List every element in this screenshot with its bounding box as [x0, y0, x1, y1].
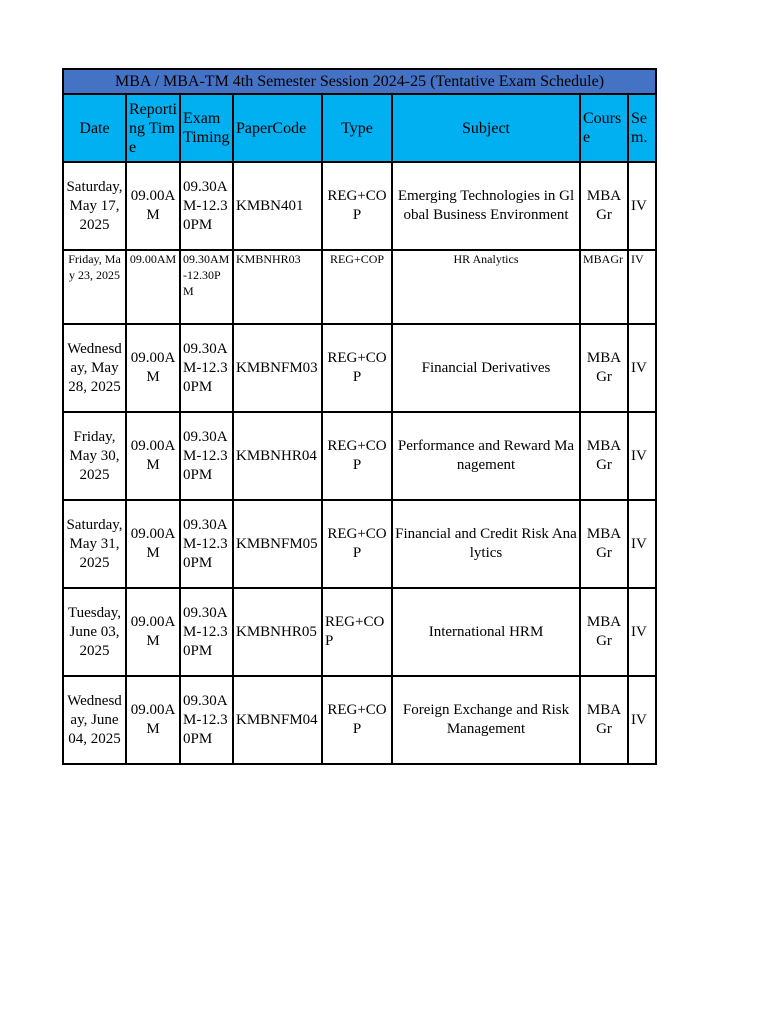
date-cell: Wednesday, May 28, 2025 [63, 324, 126, 412]
paper-code-cell: KMBNHR05 [233, 588, 322, 676]
exam-timing-cell: 09.30AM-12.30PM [180, 162, 233, 250]
table-row [63, 588, 656, 676]
paper-code-cell: KMBNFM04 [233, 676, 322, 764]
date-cell: Saturday, May 17, 2025 [63, 162, 126, 250]
exam-timing-cell: 09.30AM-12.30PM [180, 250, 233, 324]
subject-cell: Foreign Exchange and Risk Management [392, 676, 580, 764]
table-row [63, 162, 656, 250]
type-cell: REG+COP [322, 324, 392, 412]
date-cell: Wednesday, June 04, 2025 [63, 676, 126, 764]
header-exam-timing: Exam Timing [180, 94, 233, 162]
header-row [63, 94, 656, 162]
sem-cell: IV [628, 412, 656, 500]
table-row [63, 412, 656, 500]
type-cell: REG+COP [322, 588, 392, 676]
header-type: Type [322, 94, 392, 162]
date-cell: Tuesday, June 03, 2025 [63, 588, 126, 676]
exam-timing-cell: 09.30AM-12.30PM [180, 676, 233, 764]
table-row [63, 676, 656, 764]
subject-cell: Financial Derivatives [392, 324, 580, 412]
reporting-time-cell: 09.00AM [126, 588, 180, 676]
subject-cell: HR Analytics [392, 250, 580, 324]
header-date: Date [63, 94, 126, 162]
header-subject: Subject [392, 94, 580, 162]
exam-timing-cell: 09.30AM-12.30PM [180, 412, 233, 500]
paper-code-cell: KMBN401 [233, 162, 322, 250]
subject-cell: International HRM [392, 588, 580, 676]
course-cell: MBA Gr [580, 500, 628, 588]
table-row [63, 500, 656, 588]
type-cell: REG+COP [322, 412, 392, 500]
date-cell: Friday, May 23, 2025 [63, 250, 126, 324]
paper-code-cell: KMBNHR03 [233, 250, 322, 324]
date-cell: Saturday, May 31, 2025 [63, 500, 126, 588]
type-cell: REG+COP [322, 676, 392, 764]
sem-cell: IV [628, 676, 656, 764]
exam-timing-cell: 09.30AM-12.30PM [180, 324, 233, 412]
exam-schedule-table [62, 68, 657, 765]
subject-cell: Performance and Reward Management [392, 412, 580, 500]
course-cell: MBA Gr [580, 162, 628, 250]
table-row [63, 324, 656, 412]
reporting-time-cell: 09.00AM [126, 676, 180, 764]
type-cell: REG+COP [322, 500, 392, 588]
reporting-time-cell: 09.00AM [126, 324, 180, 412]
type-cell: REG+COP [322, 250, 392, 324]
course-cell: MBAGr [580, 588, 628, 676]
reporting-time-cell: 09.00AM [126, 500, 180, 588]
paper-code-cell: KMBNHR04 [233, 412, 322, 500]
table-row [63, 250, 656, 324]
course-cell: MBA Gr [580, 412, 628, 500]
date-cell: Friday, May 30, 2025 [63, 412, 126, 500]
header-paper-code: PaperCode [233, 94, 322, 162]
reporting-time-cell: 09.00AM [126, 162, 180, 250]
type-cell: REG+COP [322, 162, 392, 250]
sem-cell: IV [628, 588, 656, 676]
subject-cell: Emerging Technologies in Global Business Environment [392, 162, 580, 250]
sem-cell: IV [628, 250, 656, 324]
sem-cell: IV [628, 162, 656, 250]
paper-code-cell: KMBNFM03 [233, 324, 322, 412]
exam-timing-cell: 09.30AM-12.30PM [180, 588, 233, 676]
paper-code-cell: KMBNFM05 [233, 500, 322, 588]
header-course: Course [580, 94, 628, 162]
exam-timing-cell: 09.30AM-12.30PM [180, 500, 233, 588]
reporting-time-cell: 09.00AM [126, 250, 180, 324]
reporting-time-cell: 09.00AM [126, 412, 180, 500]
course-cell: MBAGr [580, 250, 628, 324]
sem-cell: IV [628, 500, 656, 588]
course-cell: MBA Gr [580, 324, 628, 412]
header-sem: Sem. [628, 94, 656, 162]
subject-cell: Financial and Credit Risk Analytics [392, 500, 580, 588]
header-reporting-time: Reporting Time [126, 94, 180, 162]
schedule-title: MBA / MBA-TM 4th Semester Session 2024-25 (Tentative Exam Schedule) [63, 69, 656, 94]
course-cell: MBA Gr [580, 676, 628, 764]
sem-cell: IV [628, 324, 656, 412]
